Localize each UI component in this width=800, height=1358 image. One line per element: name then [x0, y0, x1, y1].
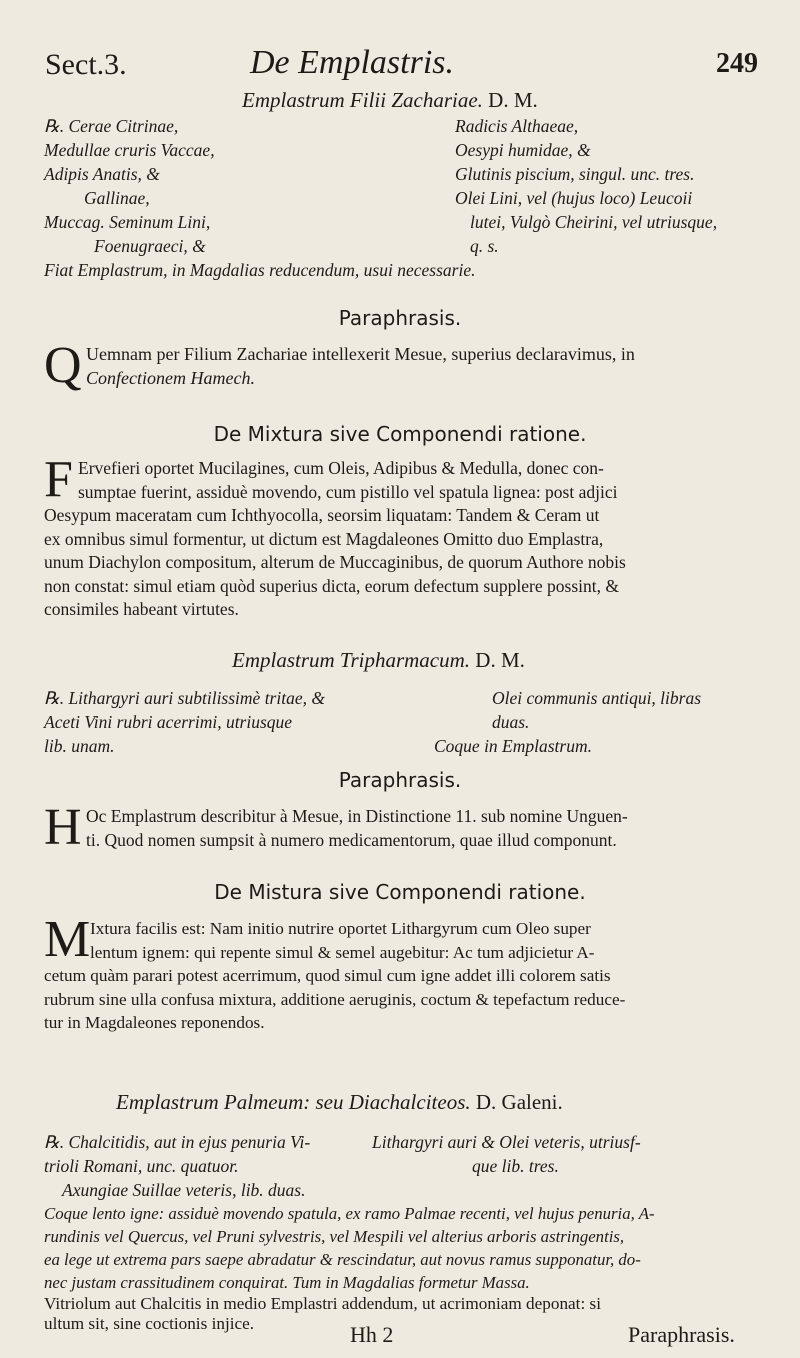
text-line: Ixtura facilis est: Nam initio nutrire oportet Lithargyrum cum Oleo super [90, 919, 591, 938]
text-line: ultum sit, sine coctionis injice. [44, 1314, 255, 1333]
ingredient: Lithargyri auri & Olei veteris, utriusf- [372, 1132, 641, 1152]
text-line: cetum quàm parari potest acerrimum, quod simul cum igne addet illi colorem satis [44, 966, 611, 985]
recipe-title [116, 1090, 563, 1115]
cooking-instruction [44, 1202, 655, 1294]
signature-mark: Hh 2 [350, 1322, 394, 1347]
text-line: Coque lento igne: assiduè movendo spatula, ex ramo Palmae recenti, vel hujus penuria, A- [44, 1204, 655, 1223]
paragraph [44, 457, 626, 622]
preparation-instruction: Fiat Emplastrum, in Magdalias reducendum, usui necessarie. [44, 260, 476, 280]
text-line: rubrum sine ulla confusa mixtura, additione aeruginis, coctum & tepefactum reduce- [44, 989, 626, 1009]
ingredient: trioli Romani, unc. quatuor. [44, 1156, 239, 1176]
ingredient: Olei communis antiqui, libras [492, 688, 702, 708]
text-line: Oc Emplastrum describitur à Mesue, in Distinctione 11. sub nomine Unguen- [86, 806, 628, 826]
catchword: Paraphrasis. [628, 1322, 735, 1347]
ingredients-right [372, 1130, 641, 1178]
recipe-title-text: Emplastrum Tripharmacum. [232, 648, 471, 672]
ingredient: Foenugraeci, & [94, 236, 206, 256]
running-head-section: Sect.3. [45, 48, 127, 81]
ingredient: Muccag. Seminum Lini, [44, 212, 211, 232]
ingredients-left [44, 686, 325, 758]
running-head-title: De Emplastris. [250, 44, 454, 81]
ingredient: ℞. Cerae Citrinae, [44, 116, 179, 136]
ingredients-right [434, 686, 702, 758]
text-line: rundinis vel Quercus, vel Pruni sylvestris, vel Mespili vel alterius arboris astringentis, [44, 1227, 625, 1246]
text-line: Ervefieri oportet Mucilagines, cum Oleis, Adipibus & Medulla, donec con- [78, 458, 604, 478]
ingredient: lib. unam. [44, 736, 115, 756]
paragraph [44, 917, 625, 1035]
paragraph [86, 343, 635, 390]
section-heading: Paraphrasis. [338, 306, 462, 330]
paragraph [44, 1294, 601, 1334]
ingredient: lutei, Vulgò Cheirini, vel utriusque, [470, 212, 718, 232]
section-heading: Paraphrasis. [338, 768, 462, 792]
ingredient: Adipis Anatis, & [44, 164, 160, 184]
ingredients-left [44, 114, 215, 258]
page-number: 249 [716, 48, 758, 79]
text-line: tur in Magdaleones reponendos. [44, 1013, 265, 1032]
ingredient: Axungiae Suillae veteris, lib. duas. [62, 1180, 306, 1200]
recipe-attribution: D. M. [488, 88, 538, 112]
text-line: unum Diachylon compositum, alterum de Muccaginibus, de quorum Authore nobis [44, 552, 626, 572]
text-line: lentum ignem: qui repente simul & semel augebitur: Ac tum adjicietur A- [90, 942, 595, 962]
drop-cap: H [44, 799, 82, 856]
paragraph [86, 805, 628, 852]
recipe-title [232, 648, 525, 673]
recipe-title-text: Emplastrum Palmeum: seu Diachalciteos. [116, 1090, 471, 1114]
text-line: Uemnam per Filium Zachariae intellexerit Mesue, superius declaravimus, in [86, 344, 635, 364]
ingredients-right [455, 114, 717, 258]
ingredient: Aceti Vini rubri acerrimi, utriusque [44, 712, 293, 732]
text-line: sumptae fuerint, assiduè movendo, cum pistillo vel spatula lignea: post adjici [78, 481, 618, 502]
ingredient: Gallinae, [84, 188, 150, 208]
section-heading: De Mistura sive Componendi ratione. [214, 880, 586, 904]
recipe-title [242, 88, 538, 113]
ingredient: duas. [492, 712, 530, 732]
text-line: non constat: simul etiam quòd superius dicta, eorum defectum supplere possint, & [44, 575, 619, 596]
ingredient: que lib. tres. [472, 1156, 559, 1176]
text-line: ti. Quod nomen sumpsit à numero medicamentorum, quae illud componunt. [86, 829, 617, 850]
recipe-title-text: Emplastrum Filii Zachariae. [242, 88, 483, 112]
text-line: Vitriolum aut Chalcitis in medio Emplastri addendum, ut acrimoniam deponat: si [44, 1294, 601, 1313]
text-line: ea lege ut extrema pars saepe abradatur & rescindatur, aut novus ramus supponatur, do- [44, 1250, 641, 1269]
ingredient: Coque in Emplastrum. [434, 736, 592, 756]
text-line: Oesypum maceratam cum Ichthyocolla, seorsim liquatam: Tandem & Ceram ut [44, 505, 600, 525]
text-line: Confectionem Hamech. [86, 367, 255, 388]
drop-cap: F [44, 451, 73, 508]
ingredient: Medullae cruris Vaccae, [44, 140, 215, 160]
ingredient: Glutinis piscium, singul. unc. tres. [455, 164, 695, 184]
recipe-attribution: D. Galeni. [475, 1090, 563, 1114]
recipe-attribution: D. M. [475, 648, 525, 672]
text-line: consimiles habeant virtutes. [44, 599, 239, 619]
ingredient: Radicis Althaeae, [455, 116, 579, 136]
ingredient: ℞. Lithargyri auri subtilissimè tritae, & [44, 688, 325, 708]
drop-cap: Q [44, 337, 82, 394]
ingredient: Olei Lini, vel (hujus loco) Leucoii [455, 188, 693, 208]
ingredient: Oesypi humidae, & [455, 140, 591, 160]
text-line: nec justam crassitudinem conquirat. Tum in Magdalias formetur Massa. [44, 1273, 530, 1292]
ingredient: q. s. [470, 236, 499, 256]
drop-cap: M [44, 911, 91, 968]
section-heading: De Mixtura sive Componendi ratione. [213, 422, 587, 446]
text-line: ex omnibus simul formentur, ut dictum est Magdaleones Omitto duo Emplastra, [44, 528, 604, 549]
ingredients-left [44, 1130, 310, 1178]
ingredient: ℞. Chalcitidis, aut in ejus penuria Vi- [44, 1132, 311, 1152]
